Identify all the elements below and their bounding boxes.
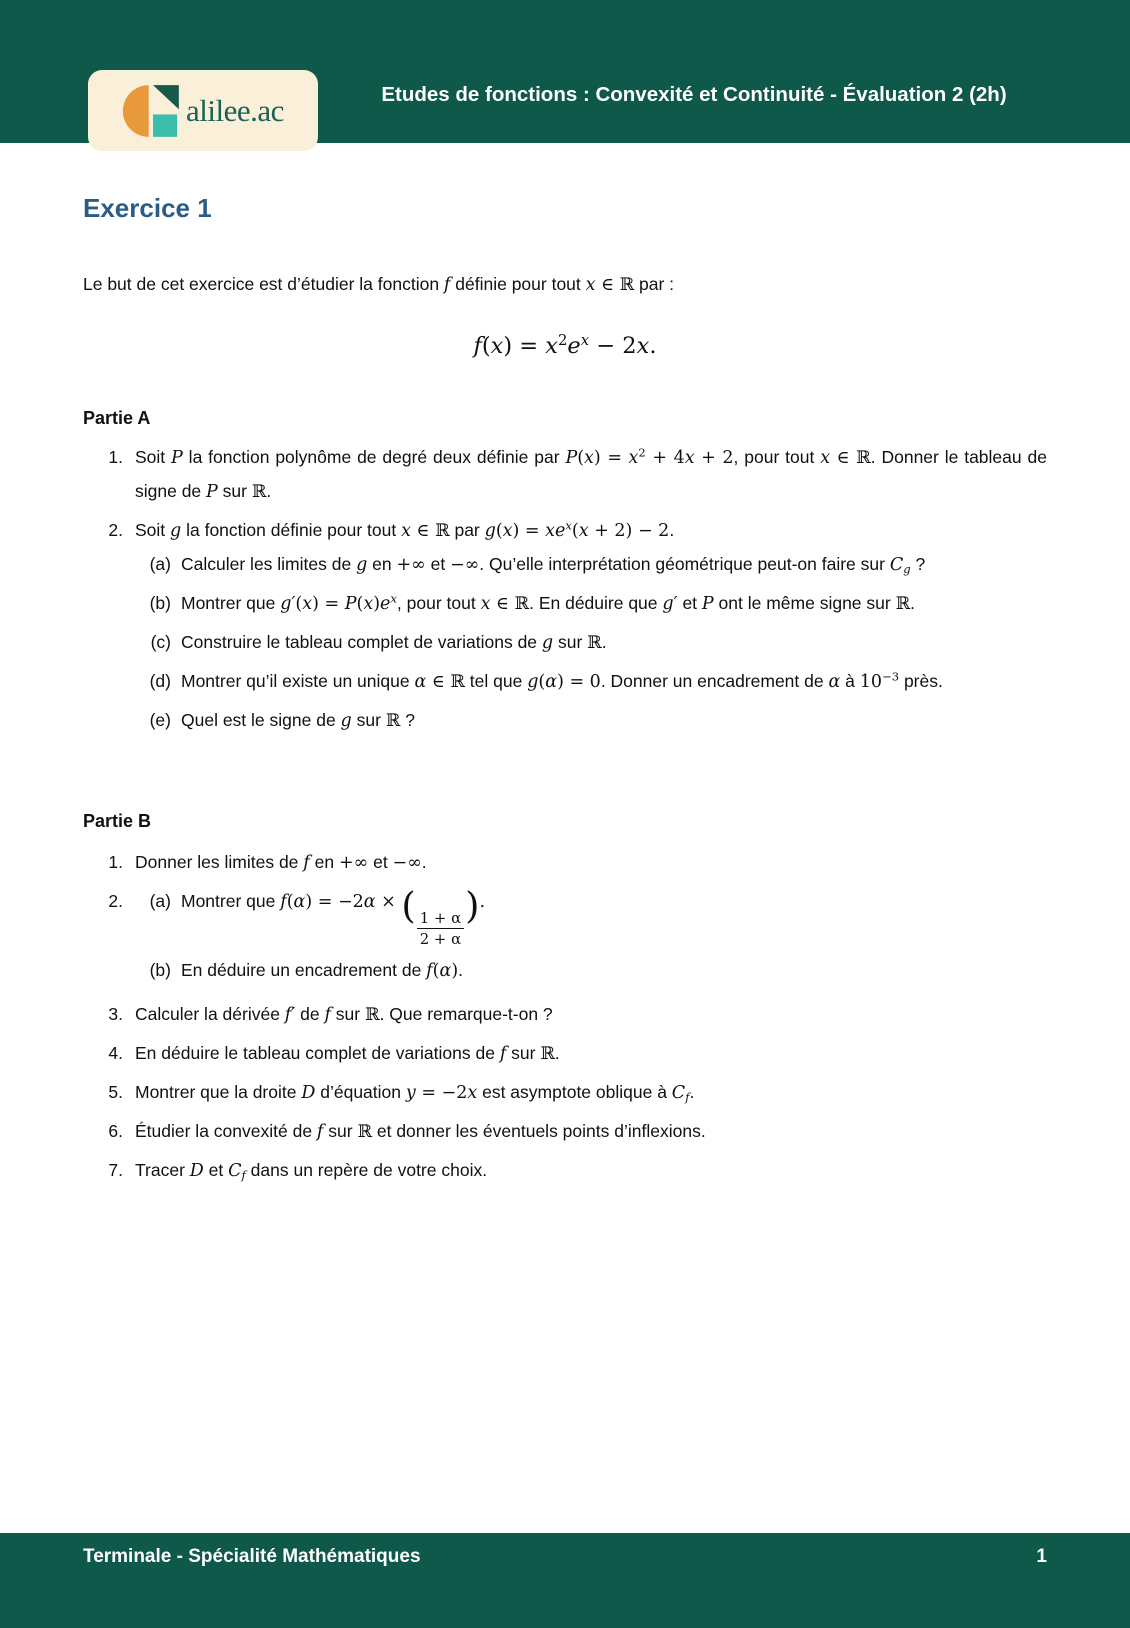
text-segment: ( <box>286 892 294 912</box>
list-subitem <box>135 548 1047 582</box>
item-content <box>135 1076 1047 1110</box>
text-segment: Quel est le signe de <box>181 710 341 730</box>
list-subitem <box>135 885 1047 949</box>
text-segment: ℝ <box>895 594 911 614</box>
text-segment: . En déduire que <box>529 593 663 613</box>
text-segment: ) <box>373 594 381 614</box>
text-segment: D <box>189 1160 204 1181</box>
text-segment: ∈ ℝ <box>490 594 530 614</box>
text-segment: g <box>541 633 554 653</box>
text-segment: par : <box>634 274 675 294</box>
text-segment: ∈ ℝ <box>830 448 871 468</box>
text-segment: Construire le tableau complet de variations de <box>181 632 542 652</box>
item-marker: 2. <box>108 891 123 911</box>
text-segment: α <box>545 672 558 692</box>
text-segment: la fonction définie pour tout <box>181 520 402 540</box>
text-segment: . <box>479 892 486 912</box>
text-segment: −∞ <box>450 555 480 575</box>
text-segment: et <box>677 593 702 613</box>
text-segment: . Qu’elle interprétation géométrique peut-on faire sur <box>479 554 890 574</box>
footer-course-label: Terminale - Spécialité Mathématiques <box>83 1546 421 1567</box>
text-segment: x <box>502 521 513 541</box>
text-segment: +∞ <box>338 853 369 873</box>
text-segment: ? <box>910 554 926 574</box>
text-segment: ∈ ℝ <box>410 521 450 541</box>
text-segment: En déduire le tableau complet de variations de <box>135 1042 500 1063</box>
text-segment: g <box>484 521 496 541</box>
text-segment: e <box>555 521 566 541</box>
list-subitem <box>135 626 1047 660</box>
subitem-marker: (a) <box>149 891 171 911</box>
galilee-g-icon <box>122 83 184 139</box>
text-segment: x <box>628 448 639 468</box>
text-segment: . Donner un encadrement de <box>600 671 829 691</box>
item-marker: 1. <box>108 852 123 872</box>
text-segment: ) = <box>312 594 345 614</box>
text-segment: ) = <box>503 333 546 359</box>
fraction: $\frac{1 + \alpha}{2 + \alpha}$ <box>417 908 464 949</box>
list-item <box>83 846 1047 880</box>
part-a-list <box>83 441 1047 743</box>
text-segment: ( <box>577 448 585 468</box>
text-segment: x <box>302 594 313 614</box>
text-segment: P <box>344 594 357 614</box>
text-segment: . <box>669 520 675 540</box>
text-segment: . <box>601 632 607 652</box>
text-segment: f <box>241 1167 246 1182</box>
document-title: Etudes de fonctions : Convexité et Continuité - Évaluation 2 (2h) <box>381 82 1007 106</box>
text-segment: e <box>567 333 581 359</box>
text-segment: x <box>820 448 831 468</box>
text-segment: f′ <box>284 1004 296 1025</box>
item-content <box>135 514 1047 743</box>
text-segment: −∞ <box>392 853 422 873</box>
text-segment: sur <box>323 1120 358 1141</box>
text-segment: tel que <box>464 671 528 691</box>
text-segment: f <box>685 1089 690 1104</box>
text-segment: ( <box>495 521 503 541</box>
text-segment: D <box>301 1082 316 1103</box>
subitem-marker: (b) <box>149 593 171 613</box>
text-segment: . Que remarque-t-on ? <box>379 1003 553 1024</box>
text-segment: + 4 <box>645 448 685 468</box>
text-segment: g <box>340 711 352 731</box>
part-b-heading: Partie B <box>83 811 152 831</box>
text-segment: x <box>585 275 596 295</box>
text-segment: et <box>368 852 393 872</box>
text-segment: x <box>565 518 572 533</box>
text-segment: C <box>671 1082 686 1103</box>
text-segment: x <box>584 448 594 468</box>
text-segment: g′ <box>280 594 296 614</box>
text-segment: f <box>499 1043 507 1064</box>
text-segment: sur <box>217 481 252 501</box>
text-segment: x <box>545 333 558 359</box>
item-marker: 4. <box>108 1042 123 1063</box>
text-segment: . <box>910 593 915 613</box>
text-segment: 10 <box>859 672 883 692</box>
text-segment: par <box>449 520 485 540</box>
text-segment: ont le même signe sur <box>713 593 896 613</box>
item-marker: 6. <box>108 1120 123 1141</box>
text-segment: En déduire un encadrement de <box>181 959 427 980</box>
item-content <box>135 998 1047 1032</box>
text-segment: Soit <box>135 520 171 540</box>
text-segment: 2 <box>557 330 568 349</box>
text-segment: , pour tout <box>733 447 821 467</box>
text-segment: f <box>443 275 451 295</box>
subitem-content <box>181 665 1047 699</box>
list-subitem <box>135 587 1047 621</box>
subitem-content <box>181 885 1047 949</box>
text-segment: y <box>405 1082 416 1103</box>
text-segment: ) <box>465 884 480 928</box>
text-segment: f <box>303 853 310 873</box>
text-segment: Montrer que la droite <box>135 1081 302 1102</box>
part-b-list <box>83 846 1047 1188</box>
footer-page-number: 1 <box>1036 1546 1047 1567</box>
text-segment: Étudier la convexité de <box>135 1120 317 1141</box>
item-content <box>135 441 1047 509</box>
text-segment: α <box>293 892 306 912</box>
text-segment: ) = <box>512 521 546 541</box>
text-segment: et donner les éventuels points d’inflexions. <box>372 1120 706 1141</box>
item-text <box>135 514 1047 548</box>
text-segment: + 2) − 2 <box>588 521 670 541</box>
text-segment: × <box>375 892 402 912</box>
sublist <box>135 548 1047 738</box>
item-marker: 5. <box>108 1081 123 1102</box>
subitem-marker: (b) <box>149 959 171 980</box>
list-subitem <box>135 954 1047 988</box>
text-segment: ℝ <box>385 711 401 731</box>
list-item <box>83 885 1047 993</box>
text-segment: 2 <box>638 445 646 460</box>
text-segment: est asymptote oblique à <box>477 1081 672 1102</box>
exercise-heading: Exercice 1 <box>83 193 212 223</box>
item-content <box>135 1154 1047 1188</box>
sublist <box>135 885 1047 988</box>
text-segment: + 2 <box>694 448 734 468</box>
text-segment: et <box>425 554 451 574</box>
text-segment: x <box>390 591 397 606</box>
text-segment: près. <box>899 671 943 691</box>
list-item <box>83 1076 1047 1110</box>
text-segment: x <box>401 521 411 541</box>
text-segment: ℝ <box>587 633 602 653</box>
text-segment: x <box>545 521 556 541</box>
text-segment: Calculer la dérivée <box>135 1003 285 1024</box>
text-segment: dans un repère de votre choix. <box>245 1159 488 1180</box>
item-marker: 2. <box>108 520 123 540</box>
content-area <box>0 193 1130 1188</box>
text-segment: ℝ <box>364 1004 380 1025</box>
text-segment: Le but de cet exercice est d’étudier la fonction <box>83 274 444 294</box>
text-segment: x <box>480 594 491 614</box>
text-segment: P <box>171 448 183 468</box>
subitem-content <box>181 626 1047 660</box>
text-segment: en <box>367 554 397 574</box>
text-segment: ∈ ℝ <box>426 672 465 692</box>
list-item <box>83 441 1047 509</box>
subitem-content <box>181 704 1047 738</box>
text-segment: g <box>170 521 182 541</box>
header-bar <box>0 0 1130 143</box>
list-item <box>83 514 1047 743</box>
footer-bar <box>0 1533 1130 1628</box>
text-segment: sur <box>330 1003 365 1024</box>
text-segment: définie pour tout <box>450 274 586 294</box>
text-segment: Calculer les limites de <box>181 554 357 574</box>
text-segment: +∞ <box>396 555 426 575</box>
text-segment: f <box>426 960 433 981</box>
text-segment: Tracer <box>135 1159 190 1180</box>
text-segment: à <box>840 671 860 691</box>
text-segment: ) = <box>593 448 629 468</box>
text-segment: f <box>280 892 287 912</box>
text-segment: ( <box>401 884 416 928</box>
text-segment: Montrer que <box>181 891 281 911</box>
text-segment: de <box>295 1003 325 1024</box>
logo-text: alilee.ac <box>186 93 284 128</box>
text-segment: α <box>828 672 841 692</box>
text-segment: x <box>580 330 590 349</box>
text-segment: sur <box>351 710 386 730</box>
text-segment: . <box>649 333 657 359</box>
text-segment: ( <box>571 521 579 541</box>
text-segment: α <box>363 892 376 912</box>
text-segment: ) = 0 <box>557 672 601 692</box>
text-segment: et <box>203 1159 229 1180</box>
text-segment: x <box>636 333 650 359</box>
part-a-heading: Partie A <box>83 408 151 428</box>
text-segment: f <box>324 1004 331 1025</box>
text-segment: x <box>363 594 374 614</box>
text-segment: C <box>228 1160 242 1181</box>
display-formula <box>83 324 1047 368</box>
list-item <box>83 1115 1047 1149</box>
text-segment: α <box>414 672 427 692</box>
item-marker: 3. <box>108 1003 123 1024</box>
list-subitem <box>135 704 1047 738</box>
text-segment: ? <box>400 710 415 730</box>
text-segment: ( <box>356 594 364 614</box>
text-segment: ( <box>481 333 491 359</box>
text-segment: . <box>458 959 464 980</box>
text-segment: . <box>421 852 427 872</box>
list-item <box>83 1037 1047 1071</box>
intro-paragraph <box>83 268 1047 302</box>
text-segment: , pour tout <box>396 593 481 613</box>
text-segment: la fonction polynôme de degré deux définie par <box>182 447 566 467</box>
item-content <box>135 885 1047 993</box>
item-content <box>135 846 1047 880</box>
text-segment: −3 <box>882 669 900 684</box>
text-segment: g′ <box>662 594 678 614</box>
text-segment: e <box>380 594 391 614</box>
text-segment: g <box>356 555 368 575</box>
subitem-marker: (c) <box>150 632 171 652</box>
text-segment: g <box>527 672 539 692</box>
subitem-content <box>181 587 1047 621</box>
text-segment: d’équation <box>315 1081 406 1102</box>
text-segment: P <box>701 594 714 614</box>
text-segment: Montrer que <box>181 593 281 613</box>
subitem-marker: (d) <box>149 671 171 691</box>
subitem-marker: (a) <box>149 554 171 574</box>
subitem-content <box>181 548 1047 582</box>
list-subitem <box>135 665 1047 699</box>
text-segment: ℝ <box>357 1121 372 1142</box>
text-segment: . <box>689 1081 695 1102</box>
text-segment: Soit <box>135 447 172 467</box>
item-marker: 7. <box>108 1159 123 1180</box>
text-segment: . <box>554 1042 560 1063</box>
text-segment: α <box>439 960 452 981</box>
text-segment: f <box>473 333 482 359</box>
text-segment: en <box>309 852 339 872</box>
text-segment: = −2 <box>415 1082 468 1103</box>
text-segment: x <box>467 1082 478 1103</box>
item-content <box>135 1115 1047 1149</box>
list-item <box>83 1154 1047 1188</box>
text-segment: x <box>684 448 695 468</box>
item-marker: 1. <box>108 447 123 467</box>
subitem-marker: (e) <box>149 710 171 730</box>
text-segment: f <box>316 1121 324 1142</box>
text-segment: − 2 <box>589 333 637 359</box>
text-segment: ∈ ℝ <box>595 275 635 295</box>
text-segment: . <box>266 481 272 501</box>
subitem-content <box>181 954 1047 988</box>
text-segment: sur <box>506 1042 541 1063</box>
logo <box>88 70 318 151</box>
text-segment: . Donner le tableau de signe de <box>135 447 1047 501</box>
text-segment: P <box>565 448 578 468</box>
text-segment: ( <box>295 594 303 614</box>
text-segment: P <box>206 482 218 502</box>
text-segment: ) <box>451 960 459 981</box>
text-segment: x <box>578 521 589 541</box>
text-segment: ( <box>538 672 546 692</box>
text-segment: Montrer qu’il existe un unique <box>181 671 415 691</box>
item-content <box>135 1037 1047 1071</box>
text-segment: ℝ <box>251 482 267 502</box>
text-segment: sur <box>553 632 588 652</box>
text-segment: ) = −2 <box>305 892 364 912</box>
text-segment: Donner les limites de <box>135 852 304 872</box>
text-segment: x <box>490 333 504 359</box>
list-item <box>83 998 1047 1032</box>
text-segment: g <box>903 561 911 576</box>
text-segment: ( <box>432 960 440 981</box>
text-segment: C <box>889 555 904 575</box>
text-segment: ℝ <box>540 1043 555 1064</box>
